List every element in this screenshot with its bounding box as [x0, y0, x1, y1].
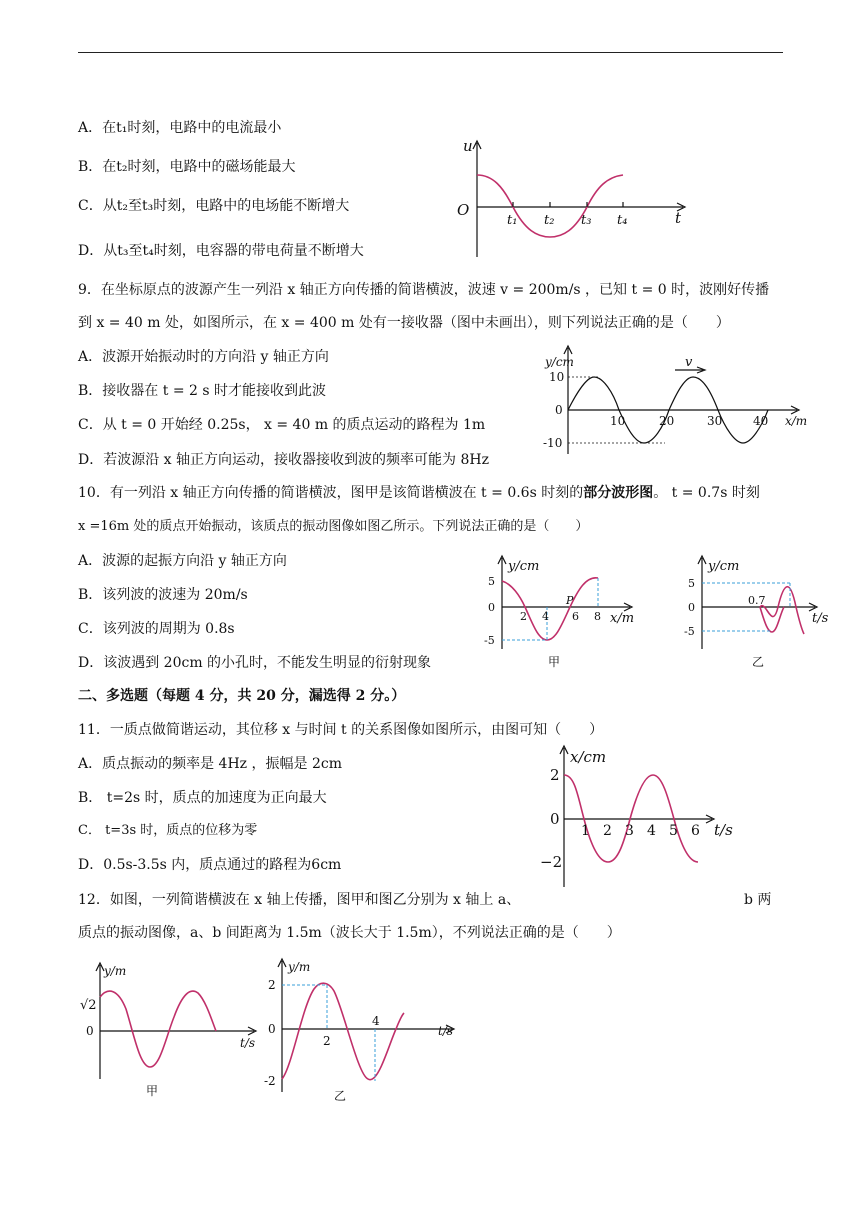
y-axis-label: y/cm [545, 355, 574, 369]
figure-caption-yi: 乙 [752, 655, 765, 669]
q8-option-a: A．在t₁时刻，电路中的电流最小 [78, 120, 282, 136]
q8-option-c: C．从t₂至t₃时刻，电路中的电场能不断增大 [78, 198, 350, 214]
t-tick-4: 4 [372, 1014, 380, 1028]
section-title-multiple-choice: 二、多选题（每题 4 分，共 20 分，漏选得 2 分。） [78, 688, 406, 704]
q12-vibration-graph-jia [78, 957, 258, 1107]
q10-stem-line1 [78, 483, 760, 503]
y-tick-neg10: -10 [543, 436, 563, 450]
q9-option-a: A．波源开始振动时的方向沿 y 轴正方向 [78, 349, 329, 365]
y-tick-0: 0 [555, 403, 563, 417]
x-tick-1: 1 [581, 823, 590, 839]
q10-option-c: C．该列波的周期为 0.8s [78, 621, 235, 637]
x-tick-10: 10 [610, 414, 626, 428]
y-axis-label: y/cm [708, 559, 740, 574]
q10-option-a: A．波源的起振方向沿 y 轴正方向 [78, 553, 287, 569]
y-tick-0: 0 [86, 1024, 94, 1038]
y-axis-label: y/m [288, 960, 311, 974]
t4-label: t₄ [617, 213, 628, 228]
x-axis-label: x/m [785, 414, 808, 428]
q8-ut-graph [455, 135, 695, 260]
point-p-label: P [566, 594, 574, 607]
y-tick-neg2: −2 [540, 853, 563, 871]
q8-option-b: B．在t₂时刻，电路中的磁场能最大 [78, 159, 296, 175]
x-tick-5: 5 [669, 823, 678, 839]
y-tick-neg5: -5 [684, 625, 695, 638]
q12-stem-line1-tail: b 两 [744, 892, 772, 908]
t-tick-0-7: 0.7 [748, 594, 766, 607]
q11-xt-graph [540, 742, 740, 890]
x-tick-2: 2 [603, 823, 612, 839]
q8-option-d: D．从t₃至t₄时刻，电容器的带电荷量不断增大 [78, 243, 364, 259]
x-tick-40: 40 [753, 414, 769, 428]
q9-option-d: D．若波源沿 x 轴正方向运动，接收器接收到波的频率可能为 8Hz [78, 452, 489, 468]
x-axis-label: t/s [240, 1036, 256, 1050]
y-tick-10: 10 [549, 370, 565, 384]
x-tick-6: 6 [691, 823, 700, 839]
q12-stem-line1: 12．如图，一列简谐横波在 x 轴上传播，图甲和图乙分别为 x 轴上 a、 [78, 892, 521, 908]
x-axis-label: t/s [812, 611, 829, 626]
q11-option-a: A．质点振动的频率是 4Hz ，振幅是 2cm [78, 756, 342, 772]
u-axis-label: u [463, 137, 473, 155]
y-tick-5: 5 [488, 575, 495, 588]
y-tick-sqrt2: √2 [80, 998, 97, 1013]
y-axis-label: y/m [104, 964, 127, 978]
q10-stem-text: 10．有一列沿 x 轴正方向传播的简谐横波，图甲是该简谐横波在 t = 0.6s 时刻的 [78, 485, 584, 501]
y-tick-2: 2 [550, 766, 560, 784]
t2-label: t₂ [544, 213, 555, 228]
y-tick-0: 0 [268, 1022, 276, 1036]
x-tick-30: 30 [707, 414, 723, 428]
y-tick-neg5: -5 [484, 634, 495, 647]
q10-option-d: D．该波遇到 20cm 的小孔时，不能发生明显的衍射现象 [78, 655, 432, 671]
velocity-label: v [685, 355, 693, 370]
header-rule [78, 52, 783, 53]
x-tick-8: 8 [594, 610, 601, 623]
y-tick-neg2: -2 [264, 1074, 276, 1088]
q9-wave-graph [535, 342, 810, 462]
x-tick-6: 6 [572, 610, 579, 623]
q11-stem: 11．一质点做简谐运动，其位移 x 与时间 t 的关系图像如图所示，由图可知（ ） [78, 722, 604, 738]
x-tick-4: 4 [647, 823, 656, 839]
t-axis-label: t [675, 209, 682, 227]
x-tick-4: 4 [542, 610, 549, 623]
q10-option-b: B．该列波的波速为 20m/s [78, 587, 248, 603]
q12-stem-line2: 质点的振动图像，a、b 间距离为 1.5m（波长大于 1.5m），不列说法正确的是（ ） [78, 925, 621, 941]
q9-stem-line2: 到 x = 40 m 处，如图所示，在 x = 400 m 处有一接收器（图中未画出），则下列说法正确的是（ ） [78, 315, 730, 331]
q11-option-c: C． t=3s 时，质点的位移为零 [78, 823, 258, 838]
y-tick-2: 2 [268, 978, 276, 992]
t3-label: t₃ [581, 213, 592, 228]
q9-option-c: C．从 t = 0 开始经 0.25s， x = 40 m 的质点运动的路程为 1m [78, 417, 486, 433]
x-tick-3: 3 [625, 823, 634, 839]
y-tick-0: 0 [488, 601, 495, 614]
q10-stem-tail: 。 t = 0.7s 时刻 [653, 485, 760, 501]
t1-label: t₁ [507, 213, 518, 228]
x-tick-20: 20 [659, 414, 675, 428]
figure-caption-jia: 甲 [548, 655, 561, 669]
x-axis-label: t/s [438, 1024, 454, 1038]
q10-vibration-graph-yi [680, 554, 845, 674]
origin-label: O [457, 201, 470, 219]
q9-option-b: B．接收器在 t = 2 s 时才能接收到此波 [78, 383, 326, 399]
y-axis-label: x/cm [570, 748, 607, 766]
x-axis-label: t/s [714, 821, 733, 839]
q11-option-d: D．0.5s-3.5s 内，质点通过的路程为6cm [78, 857, 342, 873]
y-tick-5: 5 [688, 577, 695, 590]
y-tick-0: 0 [688, 601, 695, 614]
q11-option-b: B． t=2s 时，质点的加速度为正向最大 [78, 790, 327, 806]
q10-stem-bold: 部分波形图 [583, 485, 654, 501]
x-axis-label: x/m [610, 611, 635, 626]
q10-wave-graph-jia [480, 554, 645, 674]
t-tick-2: 2 [323, 1034, 331, 1048]
q12-vibration-graph-yi [262, 957, 462, 1107]
y-axis-label: y/cm [508, 559, 540, 574]
figure-caption-jia: 甲 [146, 1084, 159, 1098]
q10-stem-line2: x =16m 处的质点开始振动，该质点的振动图像如图乙所示。下列说法正确的是（ ） [78, 519, 589, 534]
y-tick-0: 0 [550, 810, 560, 828]
figure-caption-yi: 乙 [334, 1089, 347, 1103]
q9-stem-line1: 9．在坐标原点的波源产生一列沿 x 轴正方向传播的简谐横波，波速 v = 200m/s ，已知 t = 0 时，波刚好传播 [78, 282, 770, 298]
x-tick-2: 2 [520, 610, 527, 623]
